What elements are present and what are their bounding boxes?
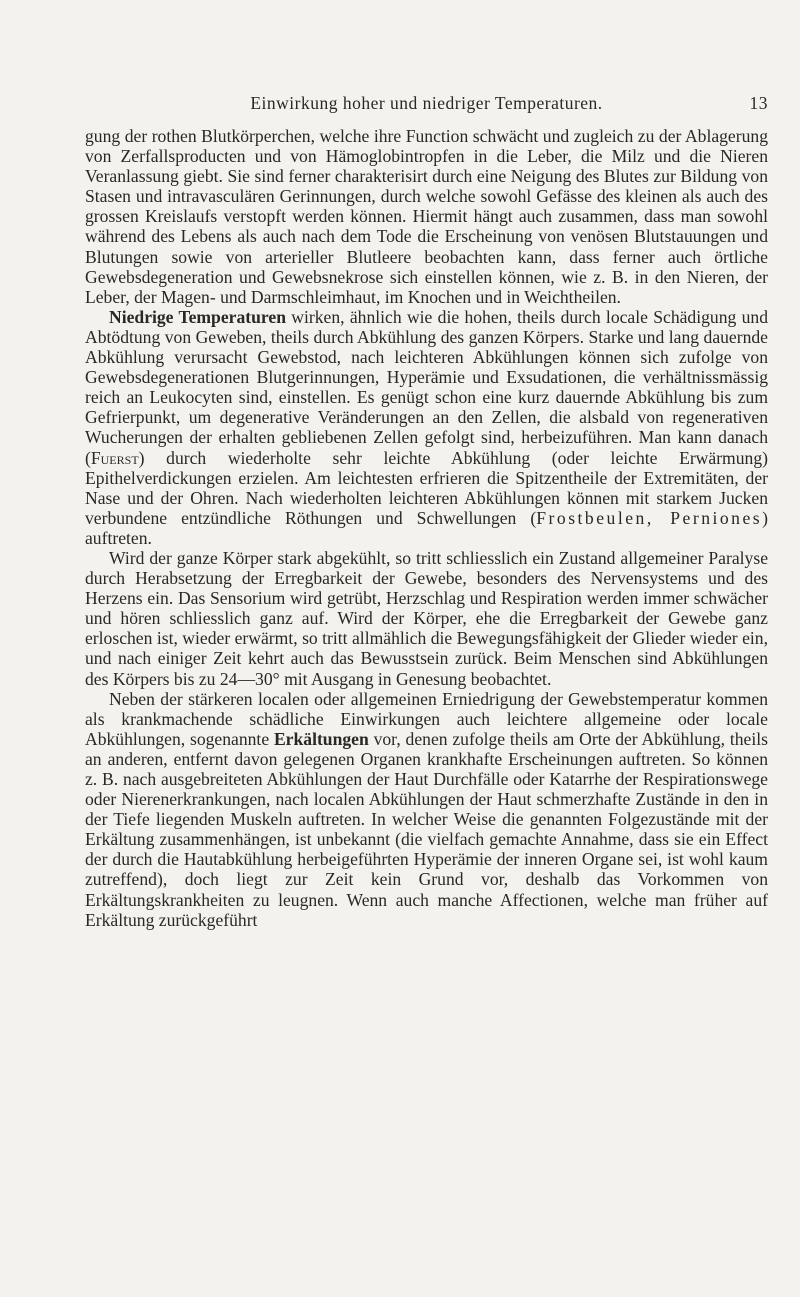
- paragraph-1: [85, 126, 768, 307]
- running-title: Einwirkung hoher und niedriger Temperaturen.: [250, 93, 603, 113]
- paragraph-2-text-b: ) durch wiederholte sehr leichte Abkühlung (oder leichte Erwärmung) Epithelverdickungen erzielen. Am leichtesten erfrieren die Spitzentheile der Extremitäten, der Nase und der Ohren. Nach wiederholten leichteren Abkühlungen können mit starkem Jucken verbundene entzündliche Röthungen und Schwellungen (: [85, 447, 768, 528]
- paragraph-4: [85, 689, 768, 930]
- bold-term: Erkältungen: [273, 728, 369, 749]
- page-number: 13: [749, 93, 768, 113]
- paragraph-3: [85, 548, 768, 689]
- paragraph-3-text: Wird der ganze Körper stark abgekühlt, so tritt schliesslich ein Zustand allgemeiner Paralyse durch Herabsetzung der Erregbarkeit der Gewebe, besonders des Nervensystems und des Herzens ein. Das Sensorium wird getrübt, Herzschlag und Respiration werden immer schwächer und hören schliesslich ganz auf. Wird der Körper, ehe die Erregbarkeit der Gewebe ganz erloschen ist, wieder erwärmt, so tritt allmählich die Bewegungsfähigkeit der Glieder wieder ein, und nach einiger Zeit kehrt auch das Bewusstsein zurück. Beim Menschen sind Abkühlungen des Körpers bis zu 24—30° mit Ausgang in Genesung beobachtet.: [85, 547, 768, 689]
- paragraph-1-text: gung der rothen Blutkörperchen, welche ihre Function schwächt und zugleich zu der Ablagerung von Zerfallsproducten und von Hämoglobintropfen in die Leber, die Milz und die Nieren Veranlassung giebt. Sie sind ferner charakterisirt durch eine Neigung des Blutes zur Bildung von Stasen und intravasculären Gerinnungen, durch welche sowohl Gefässe des kleinen als auch des grossen Kreislaufs verstopft werden können. Hiermit hängt auch zusammen, dass man sowohl während des Lebens als auch nach dem Tode die Erscheinung von venösen Blutstauungen und Blutungen sowie von arterieller Blutleere beobachten kann, dass ferner auch örtliche Gewebsdegeneration und Gewebsnekrose sich einstellen können, wie z. B. in den Nieren, der Leber, der Magen- und Darmschleimhaut, im Knochen und in Weichtheilen.: [85, 126, 768, 307]
- paragraph-2-text-c: ) auftreten.: [85, 507, 768, 548]
- paragraph-4-text-a: Neben der stärkeren localen oder allgemeinen Erniedrigung der Gewebstemperatur kommen als krankmachende schädliche Einwirkungen auch leichtere allgemeine oder locale Abkühlungen, sogenannte: [85, 688, 768, 749]
- running-header: [85, 93, 768, 117]
- spaced-term: Frostbeulen, Perniones: [536, 507, 763, 528]
- paragraph-2: [85, 307, 768, 548]
- section-heading: Niedrige Temperaturen: [109, 306, 286, 327]
- author-name: Fuerst: [90, 447, 139, 468]
- page-body: [85, 126, 768, 930]
- paragraph-2-text-a: wirken, ähnlich wie die hohen, theils durch locale Schädigung und Abtödtung von Geweben, theils durch Abkühlung des ganzen Körpers. Starke und lang dauernde Abkühlung verursacht Gewebstod, nach leichteren Abkühlungen können sich zufolge von Gewebsdegenerationen Blutgerinnungen, Hyperämie und Exsudationen, die verhältnissmässig reich an Leukocyten sind, einstellen. Es genügt schon eine kurz dauernde Abkühlung bis zum Gefrierpunkt, um degenerative Veränderungen an den Zellen, die alsbald von regenerativen Wucherungen der erhalten gebliebenen Zellen gefolgt sind, herbeizuführen. Man kann danach (: [85, 306, 769, 468]
- paragraph-4-text-b: vor, denen zufolge theils am Orte der Abkühlung, theils an anderen, entfernt davon gelegenen Organen krankhafte Erscheinungen auftreten. So können z. B. nach ausgebreiteten Abkühlungen der Haut Durchfälle oder Katarrhe der Respirationswege oder Nierenerkrankungen, nach localen Abkühlungen der Haut schmerzhafte Zustände in den in der Tiefe liegenden Muskeln auftreten. In welcher Weise die genannten Folgezustände mit der Erkältung zusammenhängen, ist unbekannt (die vielfach gemachte Annahme, dass sie ein Effect der durch die Hautabkühlung herbeigeführten Hyperämie der inneren Organe sei, ist wohl kaum zutreffend), doch liegt zur Zeit kein Grund vor, deshalb das Vorkommen von Erkältungskrankheiten zu leugnen. Wenn auch manche Affectionen, welche man früher auf Erkältung zurückgeführt: [85, 728, 768, 930]
